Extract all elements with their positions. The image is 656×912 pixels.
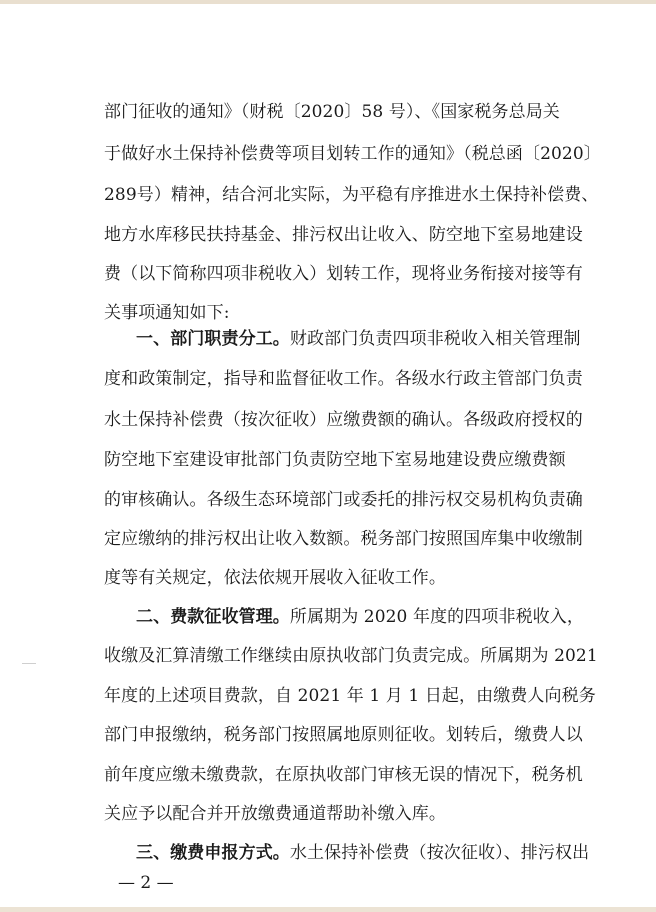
section-2-line: 年度的上述项目费款，自 2021 年 1 月 1 日起，由缴费人向税务 bbox=[104, 686, 596, 706]
section-2-first-text: 所属期为 2020 年度的四项非税收入， bbox=[289, 607, 584, 627]
section-1-first-line bbox=[136, 328, 580, 350]
section-3-first-line bbox=[136, 842, 590, 864]
section-2-line: 前年度应缴未缴费款，在原执收部门审核无误的情况下，税务机 bbox=[104, 765, 583, 785]
body-line-4: 地方水库移民扶持基金、排污权出让收入、防空地下室易地建设 bbox=[104, 225, 583, 245]
body-line-6: 关事项通知如下: bbox=[104, 303, 230, 323]
section-1-line: 度和政策制定，指导和监督征收工作。各级水行政主管部门负责 bbox=[104, 369, 583, 389]
section-2-first-line bbox=[136, 606, 584, 628]
section-2-heading: 二、费款征收管理。 bbox=[136, 607, 290, 627]
section-3-first-text: 水土保持补偿费（按次征收）、排污权出 bbox=[289, 843, 590, 863]
section-1-line: 度等有关规定，依法依规开展收入征收工作。 bbox=[104, 568, 446, 588]
section-1-line: 防空地下室建设审批部门负责防空地下室易地建设费应缴费额 bbox=[104, 450, 566, 470]
section-2-line: 收缴及汇算清缴工作继续由原执收部门负责完成。所属期为 2021 bbox=[104, 646, 598, 666]
section-2-line: 部门申报缴纳，税务部门按照属地原则征收。划转后，缴费人以 bbox=[104, 725, 583, 745]
section-1-line: 水土保持补偿费（按次征收）应缴费额的确认。各级政府授权的 bbox=[104, 410, 583, 430]
section-3-heading: 三、缴费申报方式。 bbox=[136, 843, 290, 863]
page-number: — 2 — bbox=[118, 873, 174, 893]
section-2-line: 关应予以配合并开放缴费通道帮助补缴入库。 bbox=[104, 804, 446, 824]
section-1-line: 定应缴纳的排污权出让收入数额。税务部门按照国库集中收缴制 bbox=[104, 529, 583, 549]
page-bottom-edge bbox=[0, 907, 656, 912]
body-line-3: 289号）精神，结合河北实际，为平稳有序推进水土保持补偿费、 bbox=[104, 185, 599, 205]
section-1-first-text: 财政部门负责四项非税收入相关管理制 bbox=[289, 329, 581, 349]
body-line-2: 于做好水土保持补偿费等项目划转工作的通知》（税总函〔2020〕 bbox=[104, 144, 601, 164]
body-line-5: 费（以下简称四项非税收入）划转工作，现将业务衔接对接等有 bbox=[104, 264, 583, 284]
page-top-edge bbox=[0, 0, 656, 4]
margin-mark bbox=[22, 663, 36, 664]
body-line-1: 部门征收的通知》（财税〔2020〕58 号）、《国家税务总局关 bbox=[104, 102, 560, 122]
section-1-heading: 一、部门职责分工。 bbox=[136, 329, 290, 349]
section-1-line: 的审核确认。各级生态环境部门或委托的排污权交易机构负责确 bbox=[104, 490, 583, 510]
